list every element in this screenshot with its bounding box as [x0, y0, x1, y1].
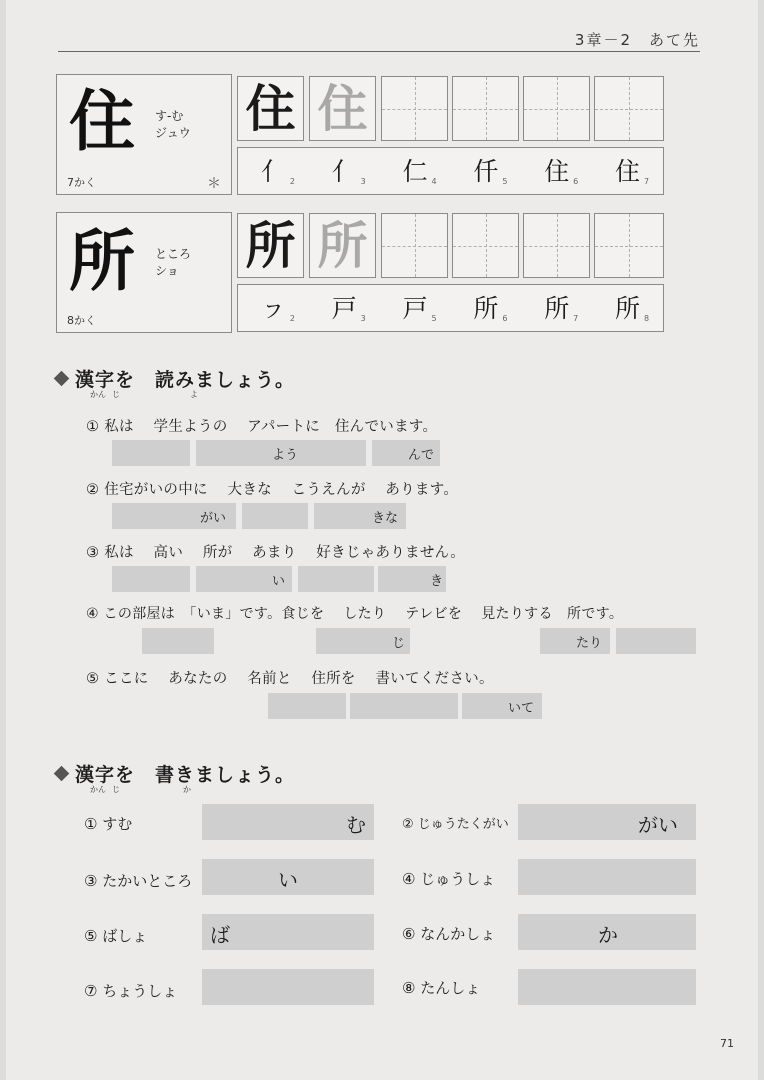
kanji-card-1: [56, 74, 232, 195]
kun-reading: ところ: [155, 247, 192, 261]
practice-cell-empty[interactable]: [452, 76, 519, 141]
stroke-order-row: [237, 284, 664, 332]
answer-label: がい: [200, 511, 227, 526]
write-answer-box[interactable]: [518, 969, 696, 1005]
kanji-card-2: [56, 212, 232, 333]
chapter-header: 3章－2 あて先: [574, 31, 700, 49]
write-answer-box[interactable]: む: [202, 804, 374, 840]
answer-box[interactable]: [616, 628, 696, 654]
on-reading: ジュウ: [155, 126, 191, 140]
write-question-3: ③ たかいところ: [84, 872, 193, 890]
write-question-1: ① すむ: [84, 815, 133, 833]
write-question-7: ⑦ ちょうしょ: [84, 982, 178, 1000]
furigana: じ: [112, 390, 120, 399]
answer-box[interactable]: じ: [316, 628, 410, 654]
practice-cell: 所: [309, 213, 376, 278]
write-answer-box[interactable]: [518, 859, 696, 895]
stroke-order-row: [237, 147, 664, 195]
answer-box[interactable]: いて: [462, 693, 542, 719]
stroke-step: 戸 5: [402, 293, 437, 323]
page-number: 71: [720, 1037, 734, 1050]
write-answer-box[interactable]: ば: [202, 914, 374, 950]
stroke-step: 亻 2: [260, 156, 295, 186]
stroke-step: 仁 4: [402, 156, 437, 186]
write-question-4: ④ じゅうしょ: [402, 870, 496, 888]
stroke-count: 8かく: [67, 314, 96, 327]
practice-cell-empty[interactable]: [594, 213, 664, 278]
stroke-step: 所 8: [615, 293, 650, 323]
on-reading: ショ: [155, 264, 179, 278]
reading-sentence-5: ⑤ ここに あなたの 名前と 住所を 書いてください。: [86, 671, 494, 687]
stroke-step: 亻 3: [331, 156, 366, 186]
write-answer-box[interactable]: がい: [518, 804, 696, 840]
write-question-5: ⑤ ばしょ: [84, 927, 148, 945]
practice-cell: 所: [237, 213, 304, 278]
stroke-step: 住 7: [615, 156, 650, 186]
reading-sentence-2: ② 住宅がいの中に 大きな こうえんが あります。: [86, 482, 459, 498]
stroke-step: 所 6: [473, 293, 508, 323]
answer-box[interactable]: [112, 566, 190, 592]
answer-box[interactable]: き: [378, 566, 446, 592]
answer-box[interactable]: [242, 503, 308, 529]
write-question-2: ② じゅうたくがい: [402, 817, 509, 832]
reading-sentence-4: ④ この部屋は 「いま」です。食じを したり テレビを 見たりする 所です。: [86, 606, 624, 622]
kanji-main: 住: [69, 83, 135, 160]
furigana: かん: [90, 390, 106, 399]
practice-cell-empty[interactable]: [452, 213, 519, 278]
practice-cell-empty[interactable]: [594, 76, 664, 141]
header-rule: [58, 51, 700, 52]
practice-cell-empty[interactable]: [523, 213, 590, 278]
write-question-6: ⑥ なんかしょ: [402, 925, 496, 943]
reading-section-title: 漢字を 読みましょう。: [56, 365, 295, 392]
practice-cell: 住: [309, 76, 376, 141]
practice-cell-empty[interactable]: [381, 76, 448, 141]
write-answer-box[interactable]: [202, 969, 374, 1005]
stroke-step: 戸 3: [331, 293, 366, 323]
answer-box[interactable]: [298, 566, 374, 592]
practice-cell-empty[interactable]: [381, 213, 448, 278]
practice-cell: 住: [237, 76, 304, 141]
answer-box[interactable]: い: [196, 566, 292, 592]
stroke-step: 所 7: [544, 293, 579, 323]
answer-box[interactable]: [268, 693, 346, 719]
furigana: よ: [190, 390, 198, 399]
furigana: じ: [112, 785, 120, 794]
answer-box[interactable]: [142, 628, 214, 654]
write-answer-box[interactable]: か: [518, 914, 696, 950]
answer-box[interactable]: んで: [372, 440, 440, 466]
asterisk-mark: ＊: [207, 176, 221, 192]
write-question-8: ⑧ たんしょ: [402, 979, 481, 997]
answer-box[interactable]: [350, 693, 458, 719]
answer-box[interactable]: たり: [540, 628, 610, 654]
practice-cell-empty[interactable]: [523, 76, 590, 141]
write-answer-box[interactable]: い: [202, 859, 374, 895]
diamond-icon: [54, 766, 70, 782]
answer-box[interactable]: よう: [196, 440, 366, 466]
kanji-main: 所: [69, 223, 135, 300]
stroke-step: ㇷ 2: [260, 293, 295, 323]
writing-section-title: 漢字を 書きましょう。: [56, 760, 295, 787]
workbook-page: [6, 0, 758, 1080]
furigana: かん: [90, 785, 106, 794]
answer-box[interactable]: [112, 440, 190, 466]
reading-sentence-1: ① 私は 学生ようの アパートに 住んでいます。: [86, 419, 438, 435]
stroke-count: 7かく: [67, 176, 96, 189]
diamond-icon: [54, 371, 70, 387]
furigana: か: [183, 785, 191, 794]
stroke-step: 住 6: [544, 156, 579, 186]
kun-reading: す-む: [155, 109, 184, 123]
stroke-step: 仟 5: [473, 156, 508, 186]
answer-box[interactable]: きな: [314, 503, 406, 529]
reading-sentence-3: ③ 私は 高い 所が あまり 好きじゃありません。: [86, 545, 466, 561]
